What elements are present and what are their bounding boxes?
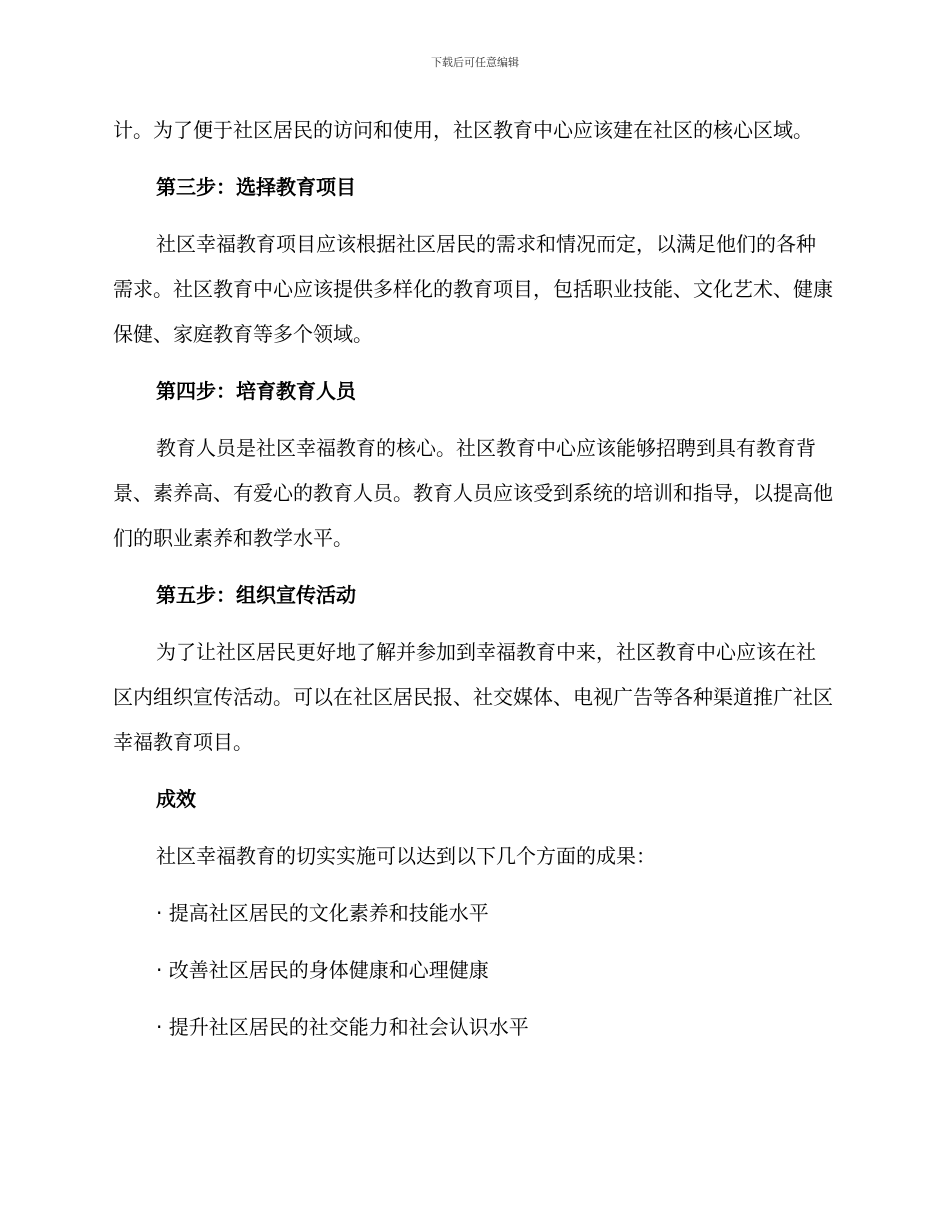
list-item: · 改善社区居民的身体健康和心理健康	[156, 958, 489, 982]
intro-continuation-paragraph: 计。为了便于社区居民的访问和使用，社区教育中心应该建在社区的核心区域。	[113, 118, 813, 142]
page-header: 下载后可任意编辑	[431, 56, 519, 69]
list-item: · 提高社区居民的文化素养和技能水平	[156, 901, 489, 925]
step5-paragraph: 为了让社区居民更好地了解并参加到幸福教育中来，社区教育中心应该在社区内组织宣传活动。可以在社区居民报、社交媒体、电视广告等各种渠道推广社区幸福教育项目。	[113, 640, 833, 754]
step3-heading: 第三步：选择教育项目	[156, 175, 356, 199]
step4-paragraph: 教育人员是社区幸福教育的核心。社区教育中心应该能够招聘到具有教育背景、素养高、有爱心的教育人员。教育人员应该受到系统的培训和指导，以提高他们的职业素养和教学水平。	[113, 436, 833, 550]
results-heading: 成效	[156, 787, 196, 811]
step5-heading: 第五步：组织宣传活动	[156, 583, 356, 607]
document-body	[113, 108, 833, 1062]
step3-paragraph: 社区幸福教育项目应该根据社区居民的需求和情况而定，以满足他们的各种需求。社区教育中心应该提供多样化的教育项目，包括职业技能、文化艺术、健康保健、家庭教育等多个领域。	[113, 232, 833, 346]
step4-heading: 第四步：培育教育人员	[156, 379, 356, 403]
list-item: · 提升社区居民的社交能力和社会认识水平	[156, 1015, 529, 1039]
results-intro-paragraph: 社区幸福教育的切实实施可以达到以下几个方面的成果：	[156, 844, 656, 868]
